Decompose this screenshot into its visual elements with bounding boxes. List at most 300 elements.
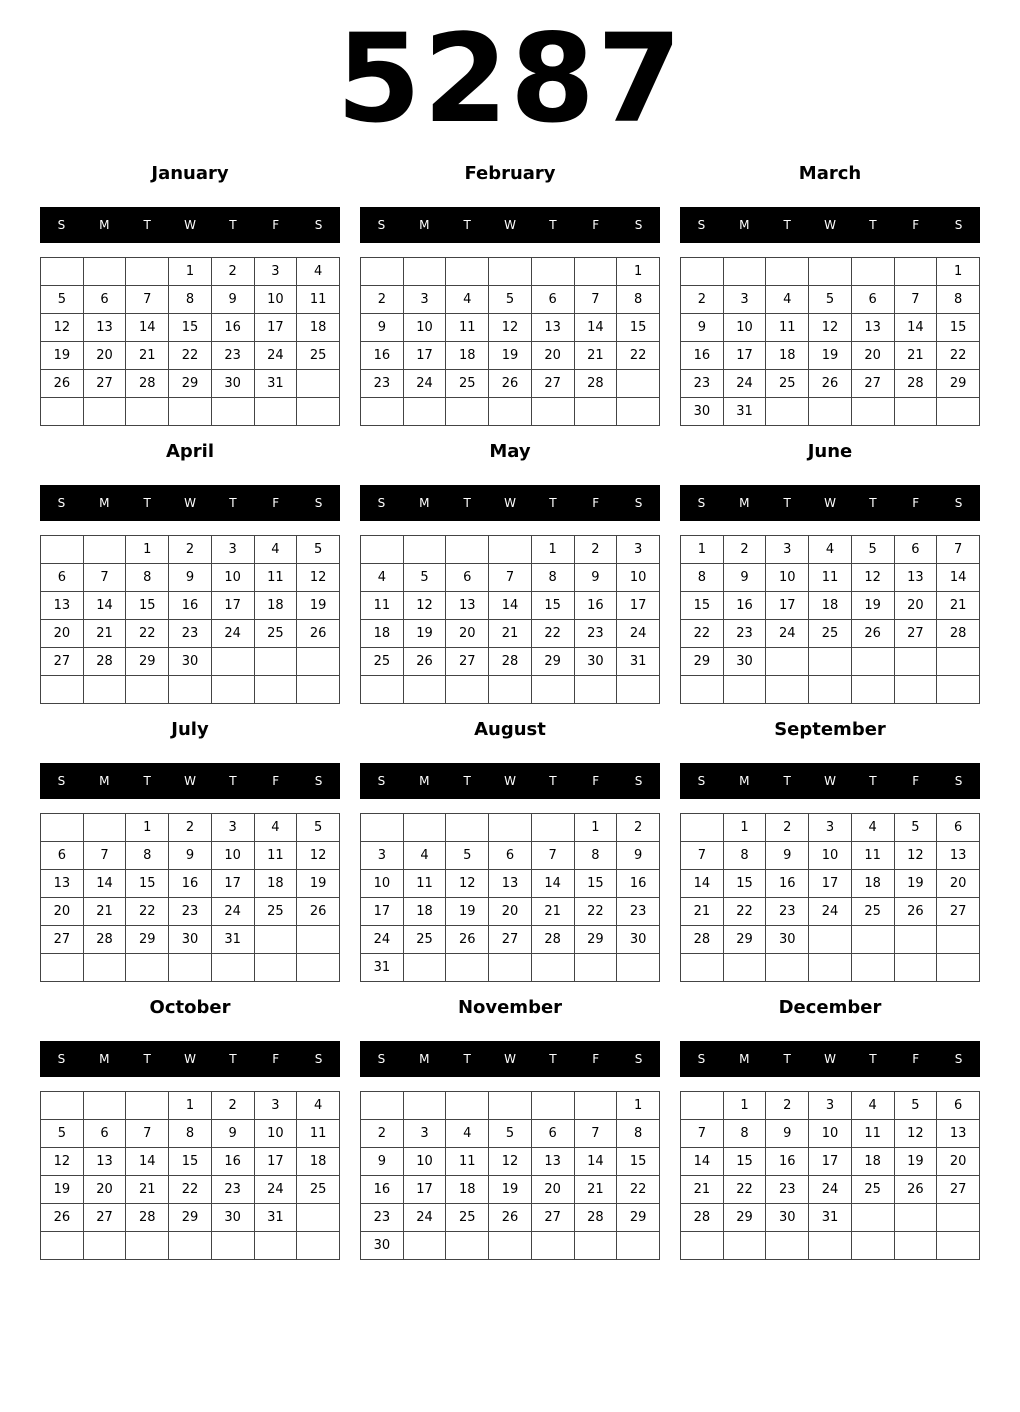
day-cell: 8 [723,1120,766,1148]
day-cell: 7 [681,842,724,870]
week-row [361,870,660,898]
day-cell [403,954,446,982]
day-cell: 18 [446,342,489,370]
day-cell: 15 [723,1148,766,1176]
day-cell [851,926,894,954]
day-cell [574,954,617,982]
day-cell: 26 [809,370,852,398]
day-cell: 20 [83,342,126,370]
day-cell: 3 [809,1092,852,1120]
day-cell: 7 [937,536,980,564]
weekday-header: T [463,774,471,788]
weekday-header: T [783,496,791,510]
day-cell: 4 [809,536,852,564]
day-cell [446,814,489,842]
day-cell: 6 [41,842,84,870]
day-cell: 26 [403,648,446,676]
day-cell: 15 [723,870,766,898]
week-row [41,564,340,592]
day-cell [489,536,532,564]
week-row [681,1232,980,1260]
day-cell: 18 [254,870,297,898]
day-cell [723,258,766,286]
day-cell: 9 [169,564,212,592]
day-cell [41,258,84,286]
day-cell: 10 [254,1120,297,1148]
weekday-header: M [99,496,110,510]
day-cell [446,258,489,286]
day-cell: 5 [851,536,894,564]
day-cell: 10 [766,564,809,592]
day-cell [297,1232,340,1260]
month-name: September [774,719,886,740]
day-cell: 10 [723,314,766,342]
day-cell: 29 [126,648,169,676]
weekday-header: M [419,774,430,788]
day-cell [446,676,489,704]
day-cell: 13 [851,314,894,342]
weekday-header: S [697,774,706,788]
weekday-header: S [634,496,643,510]
day-cell: 22 [169,1176,212,1204]
day-cell [531,258,574,286]
day-cell: 23 [169,898,212,926]
day-cell: 2 [211,258,254,286]
day-cell: 23 [211,342,254,370]
day-cell: 11 [446,314,489,342]
day-cell: 31 [809,1204,852,1232]
weekday-header: W [824,774,836,788]
day-cell: 24 [766,620,809,648]
day-cell: 3 [723,286,766,314]
day-cell: 9 [766,1120,809,1148]
day-cell [809,648,852,676]
weekday-header: M [739,774,750,788]
weekday-header: F [592,218,600,232]
day-cell [489,814,532,842]
day-cell [851,398,894,426]
day-cell: 1 [723,1092,766,1120]
day-cell: 17 [766,592,809,620]
week-row [681,926,980,954]
weekday-header-bar [40,485,340,521]
day-cell: 10 [403,1148,446,1176]
day-cell [531,814,574,842]
day-cell: 10 [403,314,446,342]
year-title: 5287 [336,8,684,150]
day-cell: 23 [681,370,724,398]
weekday-header: T [549,496,557,510]
day-cell: 22 [723,1176,766,1204]
week-row [681,342,980,370]
weekday-header: W [824,496,836,510]
weekday-header: T [463,218,471,232]
day-cell: 9 [681,314,724,342]
day-cell [254,676,297,704]
day-cell: 25 [809,620,852,648]
day-cell: 13 [894,564,937,592]
week-row [41,592,340,620]
day-cell: 24 [403,370,446,398]
day-cell: 11 [403,870,446,898]
day-cell [851,258,894,286]
day-cell: 19 [894,1148,937,1176]
day-cell: 4 [297,258,340,286]
day-cell: 6 [41,564,84,592]
day-cell: 12 [297,564,340,592]
day-cell: 2 [211,1092,254,1120]
day-cell: 10 [809,842,852,870]
day-cell: 7 [574,1120,617,1148]
day-cell: 27 [894,620,937,648]
day-cell: 1 [126,814,169,842]
day-cell: 27 [83,370,126,398]
day-cell [489,1232,532,1260]
day-cell [403,258,446,286]
weekday-header: S [377,1052,386,1066]
day-cell: 4 [254,536,297,564]
day-cell: 20 [894,592,937,620]
day-cell: 31 [617,648,660,676]
day-cell: 12 [403,592,446,620]
day-cell: 24 [809,1176,852,1204]
week-row [361,1176,660,1204]
day-cell: 17 [211,870,254,898]
day-cell [531,1092,574,1120]
weekday-header: S [314,774,323,788]
day-cell [361,536,404,564]
day-grid [680,257,980,426]
day-grid [360,813,660,982]
day-cell: 22 [169,342,212,370]
day-cell: 28 [574,370,617,398]
day-cell: 22 [617,342,660,370]
day-cell: 21 [126,1176,169,1204]
day-cell [83,1232,126,1260]
day-cell [297,954,340,982]
day-cell [446,398,489,426]
week-row [681,648,980,676]
weekday-header: S [954,1052,963,1066]
day-cell: 4 [403,842,446,870]
day-cell: 28 [937,620,980,648]
day-cell [766,954,809,982]
day-cell: 21 [681,1176,724,1204]
day-cell: 20 [489,898,532,926]
day-cell: 7 [574,286,617,314]
day-cell: 29 [681,648,724,676]
day-cell: 17 [254,1148,297,1176]
day-cell: 23 [574,620,617,648]
week-row [41,926,340,954]
week-row [681,1204,980,1232]
day-cell: 8 [531,564,574,592]
day-cell: 9 [723,564,766,592]
week-row [361,620,660,648]
day-cell: 15 [169,314,212,342]
day-cell: 30 [766,926,809,954]
weekday-header: F [592,496,600,510]
weekday-header: T [143,1052,151,1066]
day-cell: 2 [766,814,809,842]
day-cell: 18 [297,314,340,342]
day-cell: 17 [809,1148,852,1176]
day-cell [297,398,340,426]
day-cell [403,398,446,426]
week-row [361,370,660,398]
week-row [41,286,340,314]
week-row [681,536,980,564]
week-row [361,314,660,342]
day-cell [126,1232,169,1260]
day-cell: 9 [766,842,809,870]
day-cell: 15 [169,1148,212,1176]
day-cell: 18 [403,898,446,926]
month-name: March [798,163,862,184]
day-cell [766,676,809,704]
day-cell: 30 [169,926,212,954]
weekday-header: M [739,218,750,232]
day-cell: 30 [723,648,766,676]
weekday-header: S [634,1052,643,1066]
day-cell: 27 [531,1204,574,1232]
week-row [681,370,980,398]
day-cell: 10 [254,286,297,314]
day-cell: 16 [766,870,809,898]
day-cell: 30 [574,648,617,676]
day-cell: 1 [681,536,724,564]
day-cell: 4 [446,286,489,314]
day-cell: 18 [766,342,809,370]
day-cell: 21 [894,342,937,370]
week-row [361,342,660,370]
day-cell: 4 [297,1092,340,1120]
day-cell: 15 [574,870,617,898]
day-cell: 31 [254,370,297,398]
day-cell: 29 [531,648,574,676]
day-cell: 18 [446,1176,489,1204]
day-cell: 8 [681,564,724,592]
day-cell [766,258,809,286]
day-cell [809,398,852,426]
weekday-header: M [419,218,430,232]
day-cell [126,676,169,704]
day-cell: 11 [851,1120,894,1148]
day-cell: 1 [723,814,766,842]
day-cell: 18 [254,592,297,620]
day-cell [403,814,446,842]
weekday-header: S [57,774,66,788]
day-cell: 7 [681,1120,724,1148]
month-name: November [457,997,563,1018]
day-cell: 24 [211,898,254,926]
weekday-header-bar [360,207,660,243]
day-cell: 24 [254,1176,297,1204]
day-cell [894,926,937,954]
weekday-header-bar [680,1041,980,1077]
day-cell: 26 [489,1204,532,1232]
day-cell: 6 [83,286,126,314]
day-cell: 21 [83,620,126,648]
month-name: July [171,719,209,740]
weekday-header: W [184,774,196,788]
day-cell [531,676,574,704]
day-cell: 17 [617,592,660,620]
day-cell: 6 [937,814,980,842]
weekday-header: T [549,774,557,788]
day-cell [41,676,84,704]
weekday-header: T [869,218,877,232]
day-cell: 19 [851,592,894,620]
week-row [681,870,980,898]
day-cell: 13 [531,1148,574,1176]
weekday-header: T [783,218,791,232]
day-cell: 5 [809,286,852,314]
day-cell: 9 [211,286,254,314]
weekday-header: T [869,496,877,510]
day-cell [361,398,404,426]
day-cell: 6 [531,286,574,314]
week-row [681,1120,980,1148]
day-cell [574,258,617,286]
weekday-header: T [143,218,151,232]
weekday-header: T [869,774,877,788]
day-cell: 24 [723,370,766,398]
day-cell: 12 [489,314,532,342]
weekday-header: S [377,496,386,510]
weekday-header: T [229,774,237,788]
day-cell [83,398,126,426]
day-cell [446,1092,489,1120]
day-cell: 28 [126,1204,169,1232]
weekday-header: F [592,774,600,788]
day-cell [681,814,724,842]
day-cell: 20 [531,342,574,370]
day-cell: 30 [211,370,254,398]
weekday-header: S [634,218,643,232]
day-cell: 3 [809,814,852,842]
day-cell: 3 [403,286,446,314]
weekday-header: M [739,496,750,510]
day-cell: 23 [723,620,766,648]
day-cell [83,536,126,564]
day-cell [574,1092,617,1120]
week-row [41,342,340,370]
weekday-header-bar [680,207,980,243]
week-row [41,842,340,870]
day-cell: 16 [723,592,766,620]
day-cell [169,1232,212,1260]
day-cell [41,398,84,426]
weekday-header: W [504,496,516,510]
day-cell: 6 [531,1120,574,1148]
day-cell [937,1232,980,1260]
week-row [41,1148,340,1176]
day-grid [680,813,980,982]
weekday-header: T [463,496,471,510]
week-row [41,870,340,898]
day-cell: 26 [851,620,894,648]
weekday-header: T [229,1052,237,1066]
week-row [361,926,660,954]
day-cell: 13 [83,1148,126,1176]
day-cell [617,370,660,398]
day-cell [894,1204,937,1232]
weekday-header: S [954,774,963,788]
day-cell: 28 [681,926,724,954]
day-cell: 19 [489,1176,532,1204]
day-cell: 23 [361,1204,404,1232]
day-cell: 5 [41,286,84,314]
week-row [681,620,980,648]
day-cell [169,398,212,426]
day-cell: 8 [937,286,980,314]
day-cell: 2 [169,536,212,564]
weekday-header: F [912,1052,920,1066]
day-cell [41,1092,84,1120]
weekday-header: S [634,774,643,788]
day-cell: 9 [169,842,212,870]
week-row [681,398,980,426]
day-cell: 29 [617,1204,660,1232]
day-cell: 13 [41,592,84,620]
day-cell [83,814,126,842]
weekday-header: W [184,1052,196,1066]
day-cell [41,954,84,982]
day-cell: 25 [851,1176,894,1204]
day-cell: 13 [41,870,84,898]
day-cell: 28 [489,648,532,676]
day-cell [723,676,766,704]
day-cell: 24 [809,898,852,926]
day-cell: 15 [617,1148,660,1176]
day-cell [809,676,852,704]
day-cell: 8 [169,286,212,314]
week-row [361,954,660,982]
day-cell [41,814,84,842]
day-cell [574,676,617,704]
day-cell: 3 [254,258,297,286]
day-cell [937,398,980,426]
day-grid [360,1091,660,1260]
day-cell: 5 [894,814,937,842]
day-cell [894,1232,937,1260]
weekday-header: F [272,1052,280,1066]
weekday-header: F [912,218,920,232]
day-cell: 16 [766,1148,809,1176]
week-row [361,842,660,870]
day-cell: 20 [41,620,84,648]
day-cell: 14 [83,592,126,620]
day-cell: 8 [126,842,169,870]
day-cell [937,954,980,982]
day-cell [83,676,126,704]
day-cell: 18 [851,870,894,898]
day-cell: 24 [617,620,660,648]
day-cell: 22 [723,898,766,926]
day-cell: 2 [766,1092,809,1120]
day-cell: 20 [83,1176,126,1204]
week-row [41,676,340,704]
month-name: April [165,441,215,462]
day-cell: 8 [574,842,617,870]
day-cell: 19 [403,620,446,648]
day-cell [126,398,169,426]
day-cell: 3 [766,536,809,564]
day-cell [937,926,980,954]
day-cell: 11 [809,564,852,592]
day-cell: 26 [297,898,340,926]
